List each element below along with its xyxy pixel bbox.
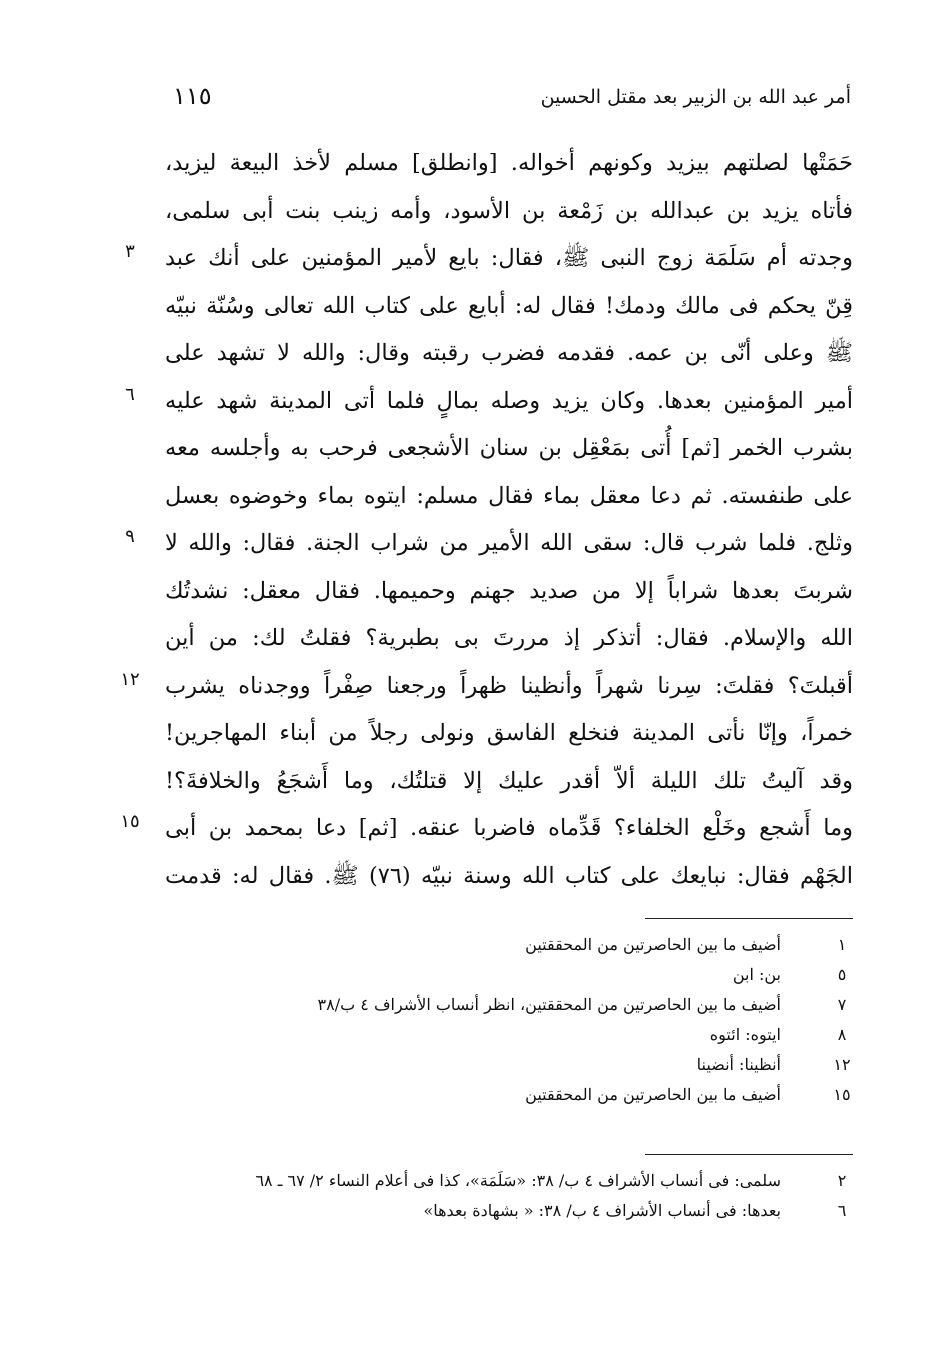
text-line: الله والإسلام. فقال: أتذكر إذ مررتَ بى بطبرية؟ فقلتُ لك: من أين <box>165 625 853 651</box>
text-line: وما أَشجع وخَلْع الخلفاء؟ قَدِّماه فاضربا عنقه. [ثم] دعا بمحمد بن أبى <box>165 815 853 841</box>
footnote <box>165 1166 853 1196</box>
footnote-text: بن: ابن <box>732 965 781 984</box>
footnote-text: أضيف ما بين الحاصرتين من المحققتين <box>525 1085 781 1104</box>
text-line: شربتَ بعدها شراباً إلا من صديد جهنم وحميمها. فقال معقل: نشدتُك <box>165 577 853 604</box>
apparatus-notes <box>165 930 853 1110</box>
source-notes <box>165 1166 853 1226</box>
running-title: أمر عبد الله بن الزبير بعد مقتل الحسين <box>540 86 851 108</box>
page-number: ١١٥ <box>173 82 212 110</box>
footnote-separator-2 <box>645 1154 853 1155</box>
footnote-text: بعدها: فى أنساب الأشراف ٤ ب/ ٣٨: « بشهادة بعدها» <box>423 1201 781 1220</box>
footnote-text: أضيف ما بين الحاصرتين من المحققتين <box>525 935 781 954</box>
main-text <box>165 140 853 900</box>
footnote <box>165 990 853 1020</box>
footnote-number: ٧ <box>837 995 847 1014</box>
text-line: الجَهْم فقال: نبايعك على كتاب الله وسنة نبيّه (٧٦) ﷺ. فقال له: قدمت <box>165 862 853 889</box>
footnote <box>165 1080 853 1110</box>
footnote-text: سلمى: فى أنساب الأشراف ٤ ب/ ٣٨: «سَلَمَة»، كذا فى أعلام النساء ٢/ ٦٧ ـ ٦٨ <box>255 1171 781 1190</box>
footnote-number: ٦ <box>837 1201 847 1220</box>
footnote <box>165 1050 853 1080</box>
text-line: خمراً، وإنّا نأتى المدينة فنخلع الفاسق ونولى رجلاً من أبناء المهاجرين! <box>165 720 853 746</box>
margin-line-number: ٦ <box>125 383 135 405</box>
text-line: على طنفسته. ثم دعا معقل بماء فقال مسلم: ايتوه بماء وخوضوه بعسل <box>165 482 853 509</box>
footnote-text: ايتوه: ائتوه <box>709 1025 781 1044</box>
footnote-number: ١٢ <box>833 1055 851 1074</box>
footnote-text: أنظينا: أنضينا <box>696 1055 781 1074</box>
margin-line-number: ٩ <box>125 526 135 547</box>
footnote <box>165 930 853 960</box>
text-line: بشرب الخمر [ثم] أُتى بمَعْقِل بن سنان الأشجعى فرحب به وأجلسه معه <box>165 435 853 461</box>
text-line: حَمَتْها لصلتهم بيزيد وكونهم أخواله. [وانطلق] مسلم لأخذ البيعة ليزيد، <box>165 150 853 176</box>
margin-line-number: ٣ <box>125 241 135 262</box>
text-line: أمير المؤمنين بعدها. وكان يزيد وصله بمالٍ فلما أتى المدينة شهد عليه <box>165 387 853 414</box>
footnote <box>165 1020 853 1050</box>
footnote <box>165 960 853 990</box>
footnote-number: ٨ <box>837 1025 847 1044</box>
text-line: فأتاه يزيد بن عبدالله بن زَمْعة بن الأسود، وأمه زينب بنت أبى سلمى، <box>165 197 853 224</box>
text-line: وجدته أم سَلَمَة زوج النبى ﷺ، فقال: بايع لأمير المؤمنين على أنك عبد <box>165 245 853 271</box>
text-line: أقبلتَ؟ فقلتَ: سِرنا شهراً وأنظينا ظهراً ورجعنا صِفْراً ووجدناه يشرب <box>165 672 853 699</box>
text-line: ﷺ وعلى أنّى بن عمه. فقدمه فضرب رقبته وقال: والله لا تشهد على <box>165 340 853 366</box>
footnote-number: ١ <box>837 935 847 954</box>
footnote-number: ١٥ <box>833 1085 851 1104</box>
margin-line-number: ١٢ <box>120 668 140 690</box>
page-header <box>165 82 853 116</box>
text-line: وثلج. فلما شرب قال: سقى الله الأمير من شراب الجنة. فقال: والله لا <box>165 530 853 556</box>
footnote-number: ٢ <box>837 1171 847 1190</box>
footnote-number: ٥ <box>837 965 847 984</box>
text-line: قِنّ يحكم فى مالك ودمك! فقال له: أبايع على كتاب الله تعالى وسُنّة نبيّه <box>165 292 853 319</box>
margin-line-number: ١٥ <box>120 811 140 832</box>
footnote <box>165 1196 853 1226</box>
text-line: وقد آليتُ تلك الليلة ألاّ أقدر عليك إلا قتلتُك، وما أَشجَعُ والخلافةَ؟! <box>165 767 853 794</box>
footnote-text: أضيف ما بين الحاصرتين من المحققتين، انظر أنساب الأشراف ٤ ب/٣٨ <box>317 995 781 1014</box>
footnote-separator-1 <box>645 918 853 919</box>
